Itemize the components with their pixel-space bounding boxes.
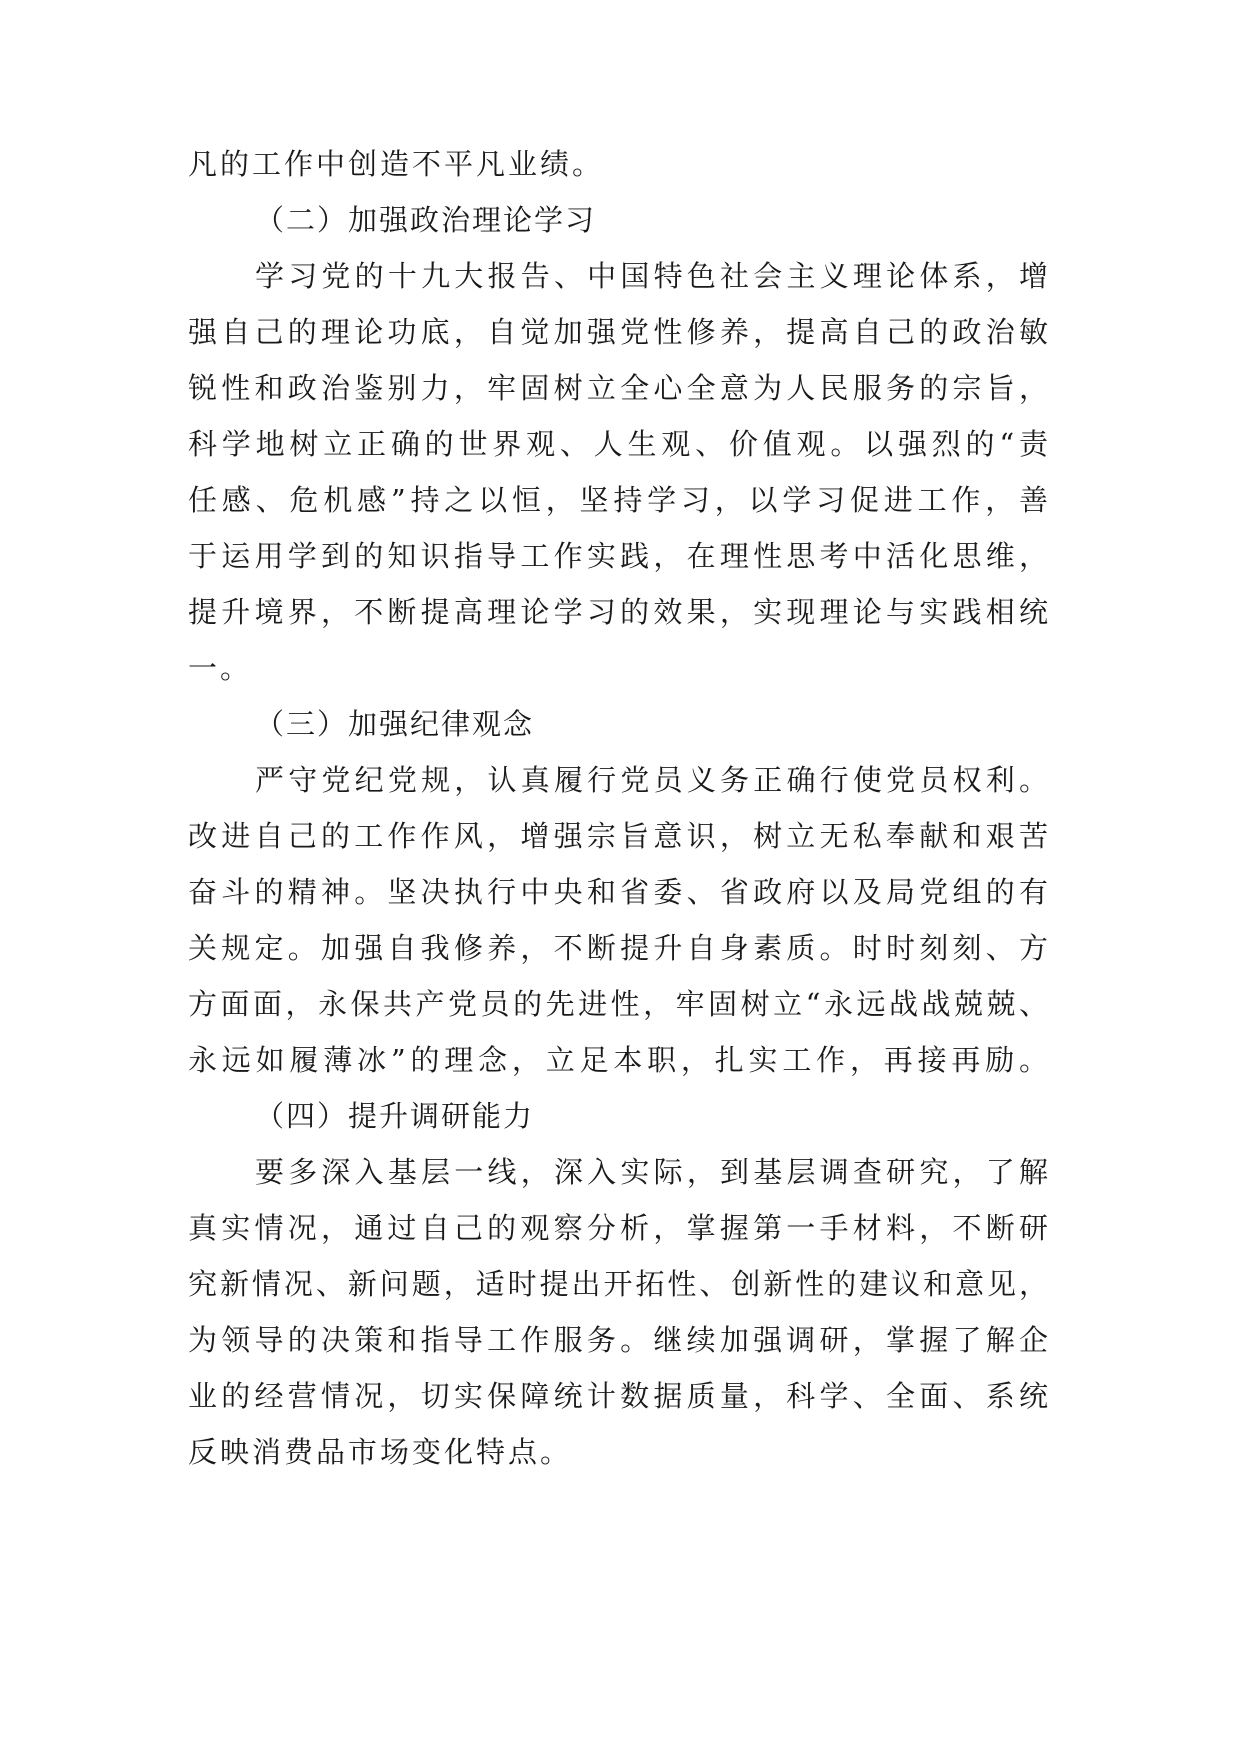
paragraph-line: 奋斗的精神。坚决执行中央和省委、省政府以及局党组的有: [188, 875, 1048, 909]
section-heading: （二）加强政治理论学习: [255, 203, 597, 237]
paragraph-line: 方面面，永保共产党员的先进性，牢固树立“永远战战兢兢、: [188, 987, 1048, 1021]
paragraph-line: 反映消费品市场变化特点。: [188, 1435, 573, 1469]
paragraph-line: 锐性和政治鉴别力，牢固树立全心全意为人民服务的宗旨，: [188, 371, 1048, 405]
paragraph-line: 提升境界，不断提高理论学习的效果，实现理论与实践相统: [188, 595, 1048, 629]
paragraph-line: 一。: [188, 651, 253, 685]
paragraph-line: 严守党纪党规，认真履行党员义务正确行使党员权利。: [255, 763, 1048, 797]
paragraph-line: 真实情况，通过自己的观察分析，掌握第一手材料，不断研: [188, 1211, 1048, 1245]
paragraph-line: 学习党的十九大报告、中国特色社会主义理论体系，增: [255, 259, 1048, 293]
paragraph-line: 任感、危机感”持之以恒，坚持学习，以学习促进工作，善: [188, 483, 1048, 517]
paragraph-line: 科学地树立正确的世界观、人生观、价值观。以强烈的“责: [188, 427, 1048, 461]
paragraph-line: 为领导的决策和指导工作服务。继续加强调研，掌握了解企: [188, 1323, 1048, 1357]
paragraph-line: 强自己的理论功底，自觉加强党性修养，提高自己的政治敏: [188, 315, 1048, 349]
paragraph-line: 究新情况、新问题，适时提出开拓性、创新性的建议和意见，: [188, 1267, 1048, 1301]
section-heading: （三）加强纪律观念: [255, 707, 535, 741]
section-heading: （四）提升调研能力: [255, 1099, 535, 1133]
paragraph-line: 要多深入基层一线，深入实际，到基层调查研究，了解: [255, 1155, 1048, 1189]
paragraph-line: 改进自己的工作作风，增强宗旨意识，树立无私奉献和艰苦: [188, 819, 1048, 853]
paragraph-line: 永远如履薄冰”的理念，立足本职，扎实工作，再接再励。: [188, 1043, 1048, 1077]
paragraph-line: 凡的工作中创造不平凡业绩。: [188, 147, 605, 181]
paragraph-line: 于运用学到的知识指导工作实践，在理性思考中活化思维，: [188, 539, 1048, 573]
paragraph-line: 业的经营情况，切实保障统计数据质量，科学、全面、系统: [188, 1379, 1048, 1413]
paragraph-line: 关规定。加强自我修养，不断提升自身素质。时时刻刻、方: [188, 931, 1048, 965]
